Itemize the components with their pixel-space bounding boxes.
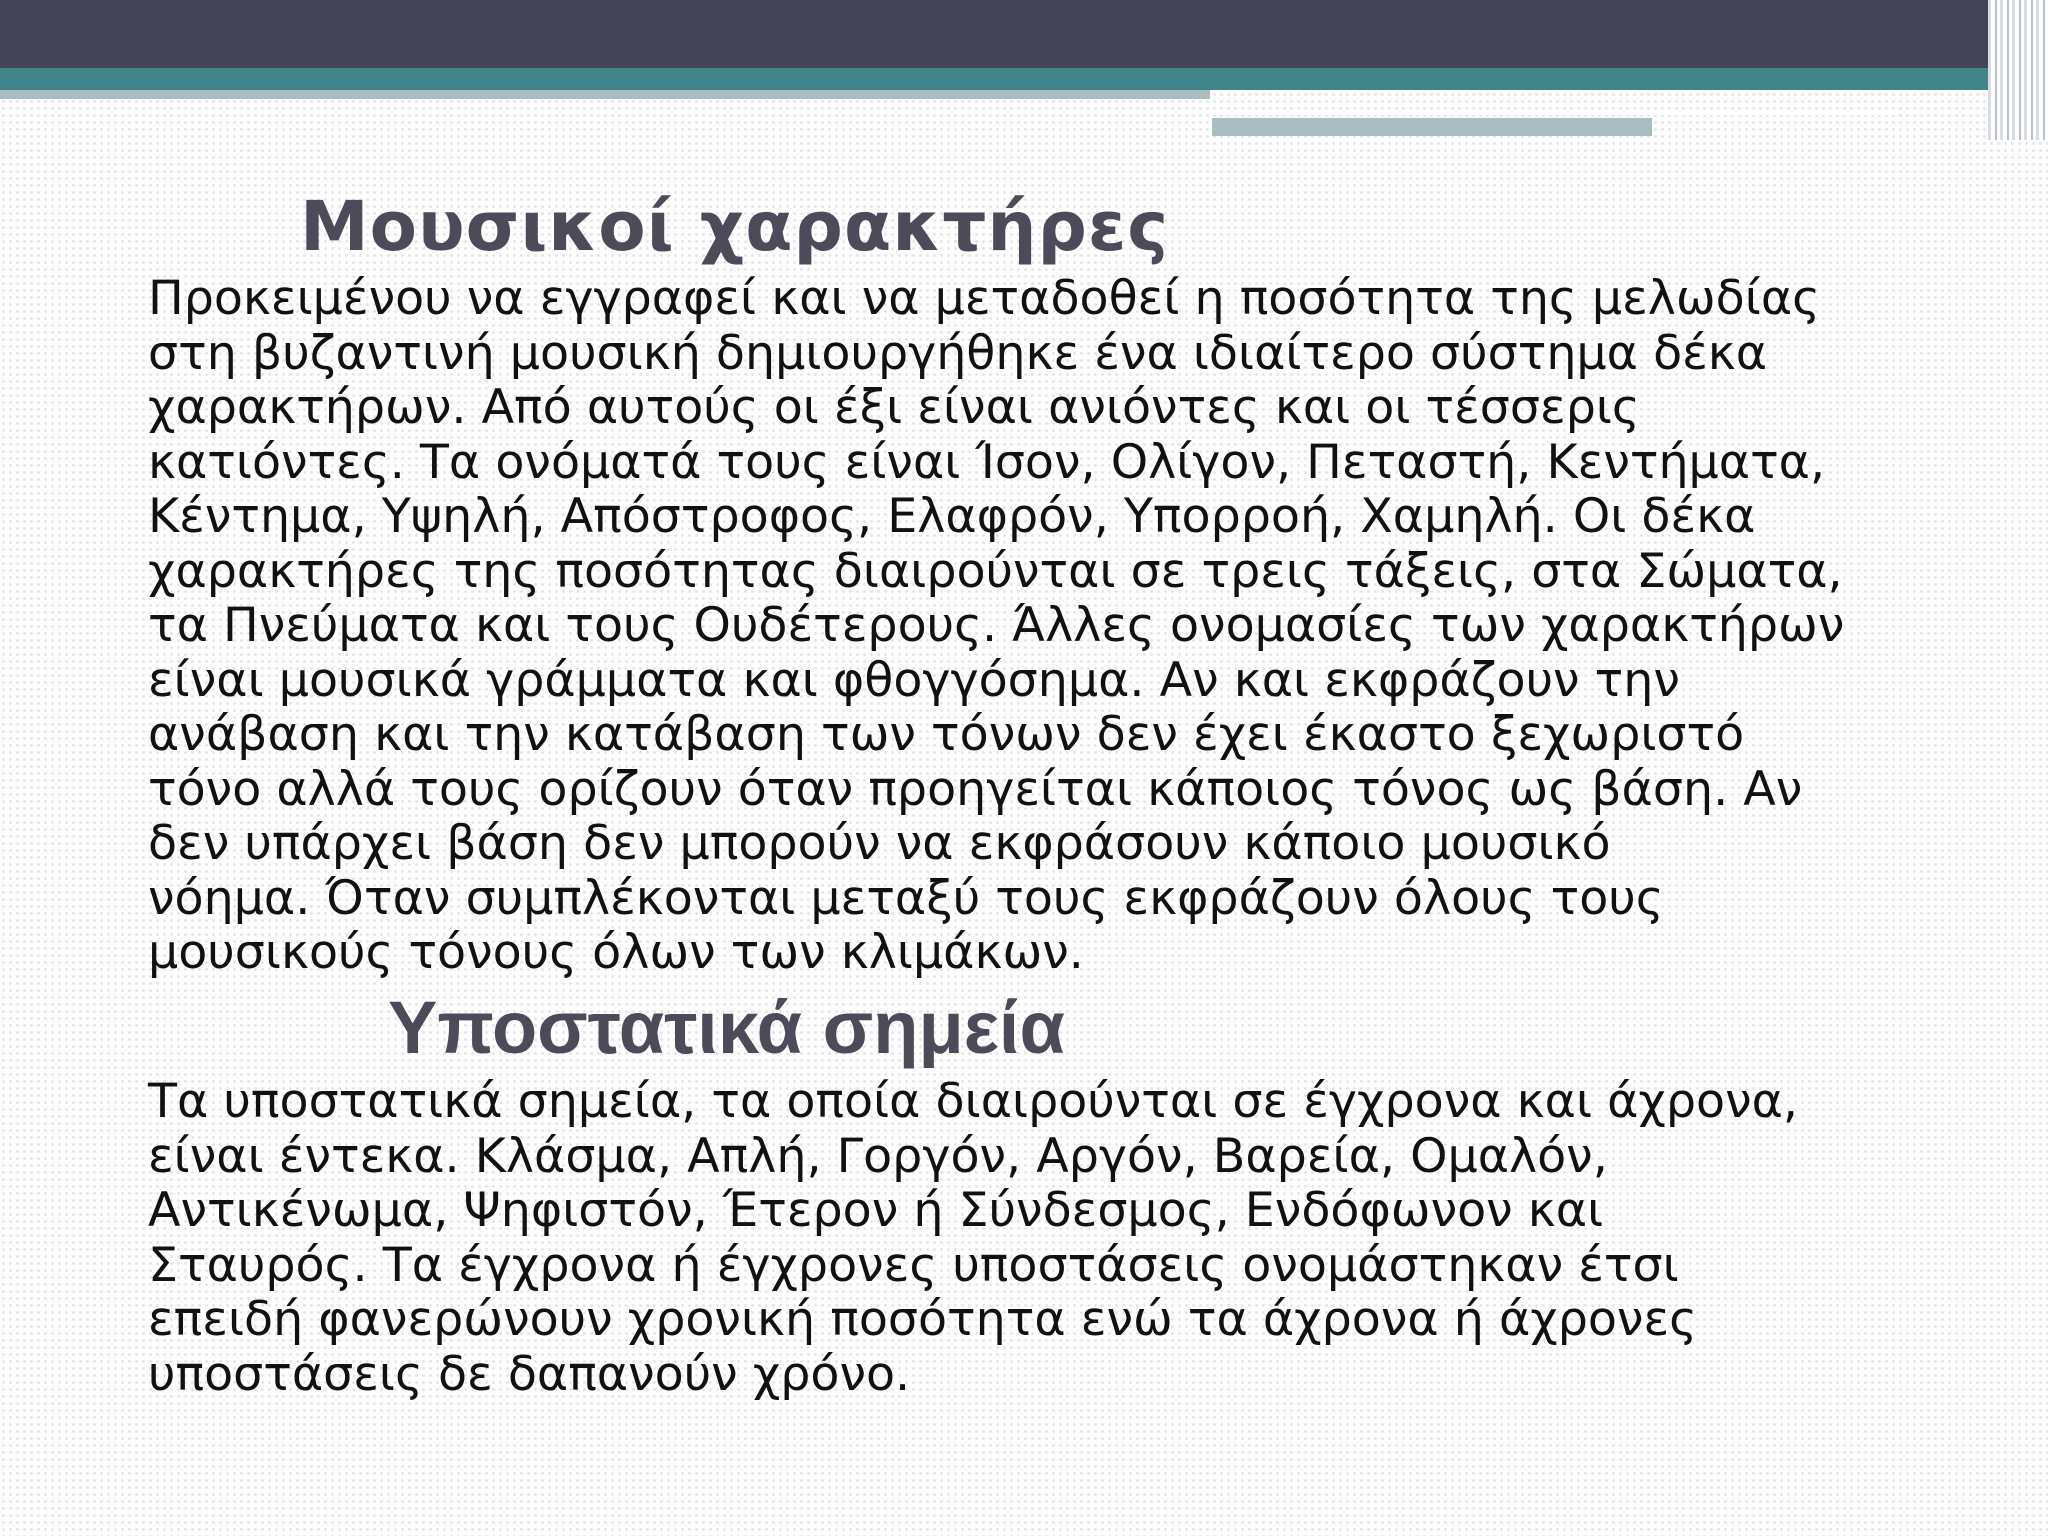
header-accent-line <box>1212 110 1898 115</box>
header-bar <box>0 0 2048 68</box>
section-title-musical-characters: Μουσικοί χαρακτήρες <box>300 187 1170 267</box>
section-body-musical-characters: Προκειμένου να εγγραφεί και να μεταδοθεί η ποσότητα της μελωδίας στη βυζαντινή μουσική δημιουργήθηκε ένα ιδιαίτερο σύστημα δέκα χαρακτήρων. Από αυτούς οι έξι είναι ανιόντες και οι τέσσερις κατιόντες. Τα ονόματά τους είναι Ίσον, Ολίγον, Πεταστή, Κεντήματα, Κέντημα, Υψηλή, Απόστροφος, Ελαφρόν, Υπορροή, Χαμηλή. Οι δέκα χαρακτήρες της ποσότητας διαιρούνται σε τρεις τάξεις, στα Σώματα, τα Πνεύματα και τους Ουδέτερους. Άλλες ονομασίες των χαρακτήρων είναι μουσικά γράμματα και φθογγόσημα. Αν και εκφράζουν την ανάβαση και την κατάβαση των τόνων δεν έχει έκαστο ξεχωριστό τόνο αλλά τους ορίζουν όταν προηγείται κάποιος τόνος ως βάση. Αν δεν υπάρχει βάση δεν μπορούν να εκφράσουν κάποιο μουσικό νόημα. Όταν συμπλέκονται μεταξύ τους εκφράζουν όλους τους μουσικούς τόνους όλων των κλιμάκων. <box>148 271 1845 980</box>
section-title-hypostatic-signs: Υποστατικά σημεία <box>388 986 1065 1069</box>
header-accent-strip <box>0 90 1210 99</box>
header-accent-lower-strip <box>1212 118 1652 136</box>
section-body-hypostatic-signs: Τα υποστατικά σημεία, τα οποία διαιρούνται σε έγχρονα και άχρονα, είναι έντεκα. Κλάσμα, Απλή, Γοργόν, Αργόν, Βαρεία, Ομαλόν, Αντικένωμα, Ψηφιστόν, Έτερον ή Σύνδεσμος, Ενδόφωνον και Σταυρός. Τα έγχρονα ή έγχρονες υποστάσεις ονομάστηκαν έτσι επειδή φανερώνουν χρονική ποσότητα ενώ τα άχρονα ή άχρονες υποστάσεις δε δαπανούν χρόνο. <box>148 1074 1799 1402</box>
header-accent-band <box>0 68 2048 90</box>
corner-stripes <box>1988 0 2048 140</box>
